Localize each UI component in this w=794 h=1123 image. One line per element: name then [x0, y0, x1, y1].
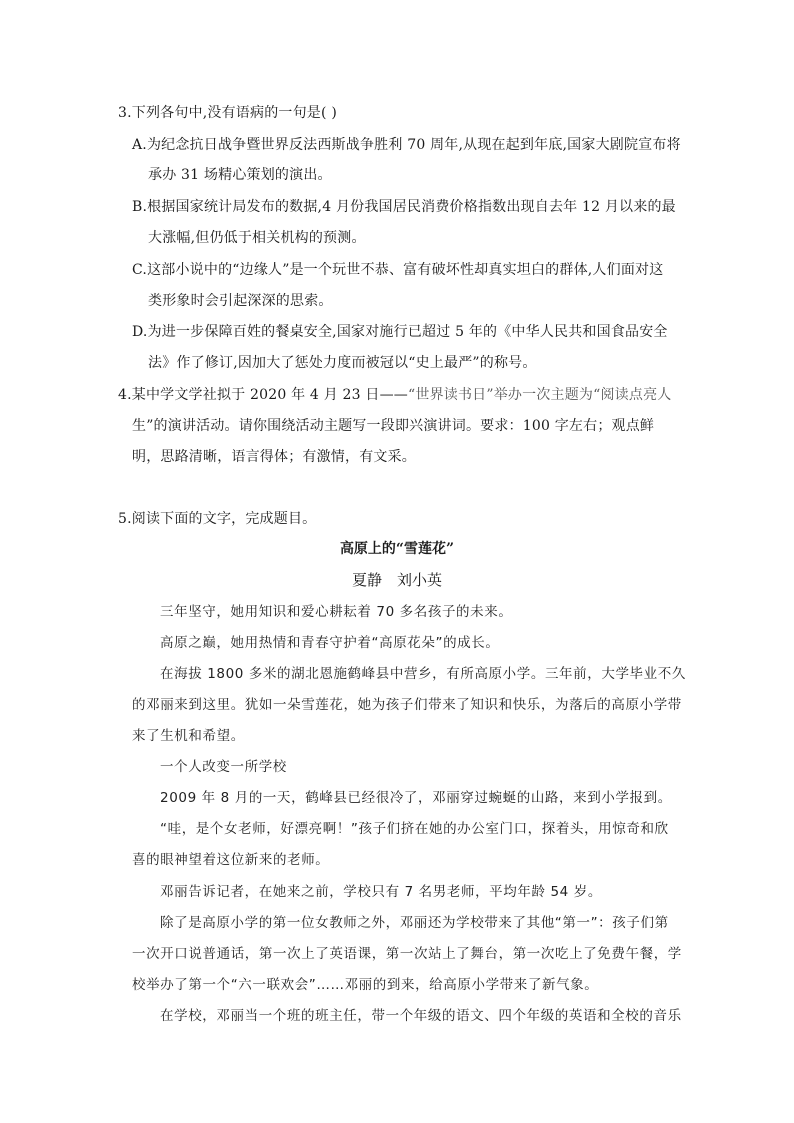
article-title: 高原上的“雪莲花” [339, 541, 455, 557]
article-line: 的邓丽来到这里。犹如一朵雪莲花，她为孩子们带来了知识和快乐，为落后的高原小学带 [132, 697, 682, 713]
option-b-line-1: B.根据国家统计局发布的数据,4 月份我国居民消费价格指数出现自去年 12 月以来的最 [132, 199, 676, 215]
article-line: 除了是高原小学的第一位女教师之外，邓丽还为学校带来了其他“第一”：孩子们第 [160, 915, 669, 931]
article-line: 2009 年 8 月的一天，鹤峰县已经很冷了，邓丽穿过蜿蜒的山路，来到小学报到。 [160, 790, 672, 806]
article-line: 三年坚守，她用知识和爱心耕耘着 70 多名孩子的未来。 [160, 604, 513, 620]
question-5-stem: 5.阅读下面的文字，完成题目。 [118, 511, 317, 527]
article-subheading: 一个人改变一所学校 [160, 759, 287, 775]
article-line: 一次开口说普通话，第一次上了英语课，第一次站上了舞台，第一次吃上了免费午餐，学 [132, 946, 682, 962]
option-a-line-2: 承办 31 场精心策划的演出。 [148, 167, 332, 183]
article-line: 在学校，邓丽当一个班的班主任，带一个年级的语文、四个年级的英语和全校的音乐 [160, 1008, 682, 1024]
option-d-line-2: 法》作了修订,因加大了惩处力度而被冠以“史上最严”的称号。 [148, 355, 537, 371]
question-3-stem: 3.下列各句中,没有语病的一句是( ) [118, 105, 337, 121]
option-d-line-1: D.为进一步保障百姓的餐桌安全,国家对施行已超过 5 年的《中华人民共和国食品安全 [132, 324, 668, 340]
option-c-line-1: C.这部小说中的“边缘人”是一个玩世不恭、富有破坏性却真实坦白的群体,人们面对这 [132, 262, 664, 278]
option-c-line-2: 类形象时会引起深深的思索。 [148, 293, 333, 309]
article-authors: 夏静 刘小英 [351, 571, 442, 589]
article-line: 邓丽告诉记者，在她来之前，学校只有 7 名男老师，平均年龄 54 岁。 [160, 884, 602, 900]
option-a-line-1: A.为纪念抗日战争暨世界反法西斯战争胜利 70 周年,从现在起到年底,国家大剧院宣布将 [132, 137, 681, 153]
article-line: “哇，是个女老师，好漂亮啊！”孩子们挤在她的办公室门口，探着头，用惊奇和欣 [160, 821, 669, 837]
article-line: 高原之巅，她用热情和青春守护着“高原花朵”的成长。 [160, 635, 500, 651]
article-line: 来了生机和希望。 [132, 728, 245, 744]
question-4-line-2: 生”的演讲活动。请你围绕活动主题写一段即兴演讲词。要求：100 字左右；观点鲜 [132, 418, 655, 434]
article-line: 在海拔 1800 多米的湖北恩施鹤峰县中营乡，有所高原小学。三年前，大学毕业不久 [160, 666, 686, 682]
article-line: 校举办了第一个“六一联欢会”……邓丽的到来，给高原小学带来了新气象。 [132, 977, 599, 993]
question-4-line-3: 明，思路清晰，语言得体；有激情，有文采。 [132, 449, 416, 465]
question-4-line-1 [118, 385, 672, 405]
question-4-line-1-part-1: 4.某中学文学社拟于 2020 年 4 月 23 日—— [118, 387, 409, 403]
article-line: 喜的眼神望着这位新来的老师。 [132, 852, 330, 868]
option-b-line-2: 大涨幅,但仍低于相关机构的预测。 [148, 230, 366, 246]
question-4-line-1-part-2: “世界读书日”举办一次主题为“阅读点亮人 [408, 387, 672, 403]
